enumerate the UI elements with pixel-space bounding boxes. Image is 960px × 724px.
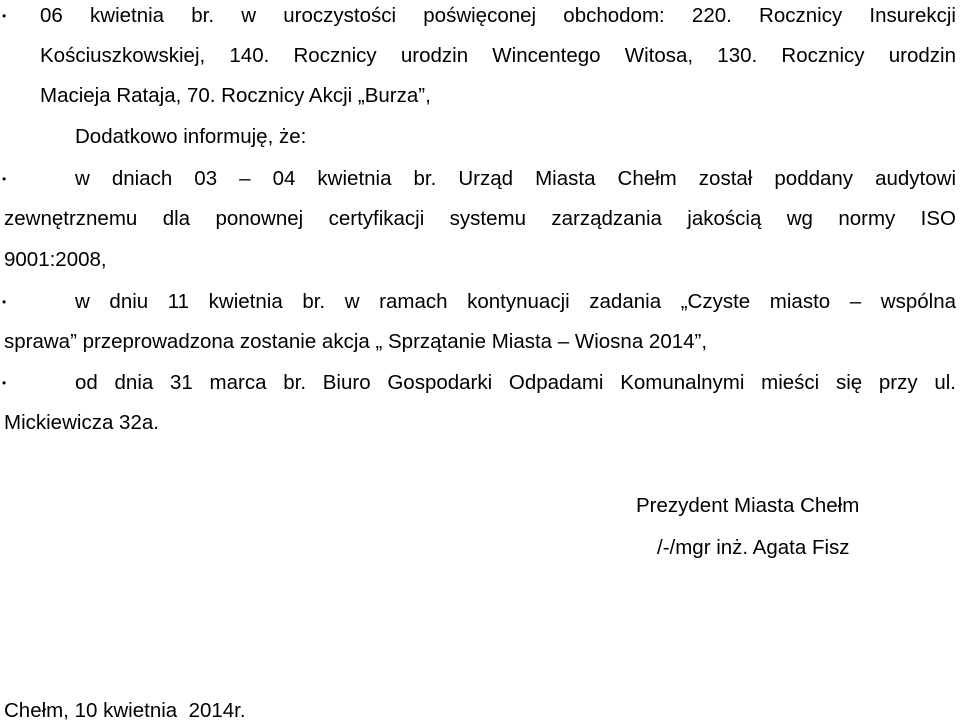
paragraph-line: w dniu 11 kwietnia br. w ramach kontynuacji zadania „Czyste miasto – wspólna: [75, 290, 956, 313]
paragraph-line: Macieja Rataja, 70. Rocznicy Akcji „Burza”,: [40, 84, 431, 107]
paragraph-line: od dnia 31 marca br. Biuro Gospodarki Odpadami Komunalnymi mieści się przy ul.: [75, 371, 956, 394]
signature-title: Prezydent Miasta Chełm: [636, 494, 860, 517]
bullet-marker: •: [2, 172, 7, 186]
date-line: Chełm, 10 kwietnia 2014r.: [4, 699, 246, 722]
paragraph-line: Mickiewicza 32a.: [4, 411, 159, 434]
bullet-marker: •: [2, 295, 7, 309]
bullet-marker: •: [2, 9, 7, 23]
paragraph-line: 06 kwietnia br. w uroczystości poświęconej obchodom: 220. Rocznicy Insurekcji: [40, 4, 956, 27]
paragraph-line: 9001:2008,: [4, 248, 107, 271]
paragraph-line: zewnętrznemu dla ponownej certyfikacji systemu zarządzania jakością wg normy ISO: [4, 207, 956, 230]
paragraph-line: w dniach 03 – 04 kwietnia br. Urząd Miasta Chełm został poddany audytowi: [75, 167, 956, 190]
paragraph-line: Kościuszkowskiej, 140. Rocznicy urodzin Wincentego Witosa, 130. Rocznicy urodzin: [40, 44, 956, 67]
intro-text: Dodatkowo informuję, że:: [75, 125, 307, 148]
signature-name: /-/mgr inż. Agata Fisz: [657, 536, 850, 559]
bullet-marker: •: [2, 376, 7, 390]
paragraph-line: sprawa” przeprowadzona zostanie akcja „ Sprzątanie Miasta – Wiosna 2014”,: [4, 330, 708, 353]
